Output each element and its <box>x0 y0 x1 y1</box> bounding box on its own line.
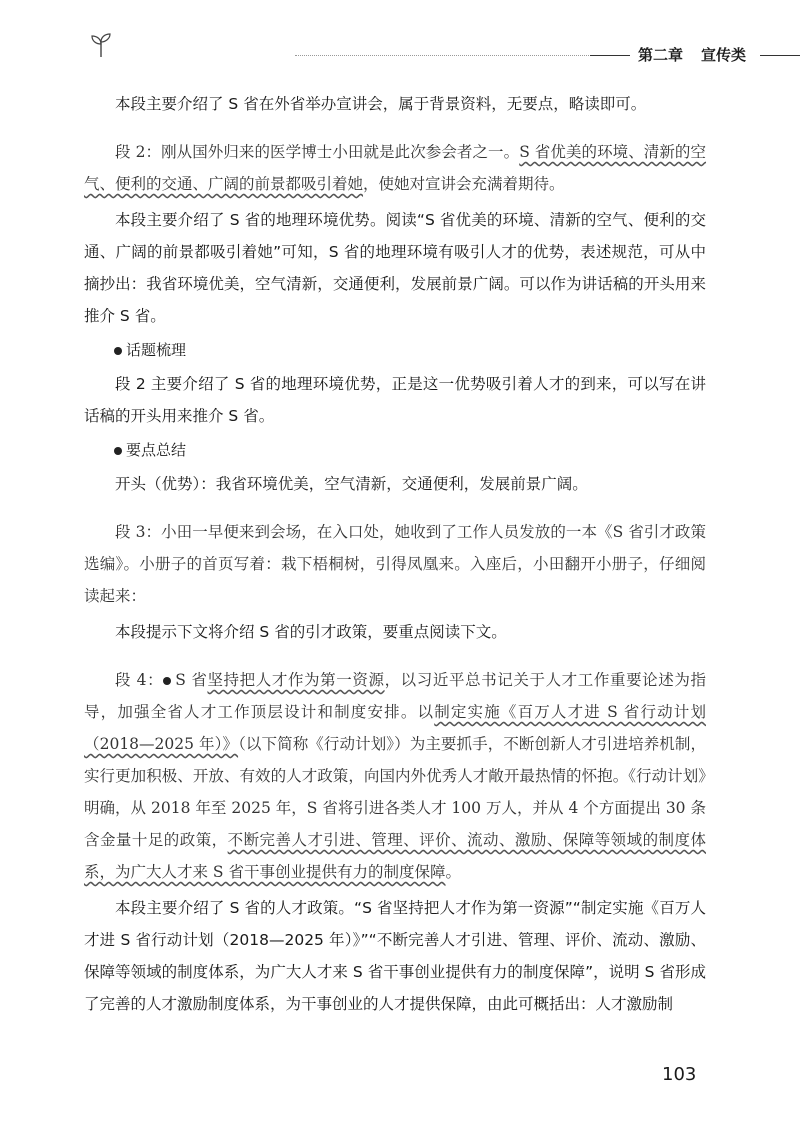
underlined-text: S 省优美的环境、清新的空气、便利的交通、广阔的前景都吸引着她 <box>84 143 707 193</box>
chapter-number: 第二章 <box>638 46 684 64</box>
underlined-text: 坚持把人才作为第一资源 <box>207 671 385 689</box>
heading-label: 要点总结 <box>126 441 187 459</box>
sprout-icon <box>90 32 112 58</box>
text-span: ，使她对宣讲会充满着期待。 <box>363 175 565 193</box>
text-span: 。 <box>445 863 461 881</box>
analysis-paragraph-2: 本段主要介绍了 S 省的地理环境优势。阅读“S 省优美的环境、清新的空气、便利的交通、广阔的前景都吸引着她”可知，S 省的地理环境有吸引人才的优势，表述规范，可从中摘抄出：我省环境优美，空气清新，交通便利，发展前景广阔。可以作为讲话稿的开头用来推介 S 省。 <box>84 211 706 325</box>
analysis-paragraph-1: 本段主要介绍了 S 省在外省举办宣讲会，属于背景资料，无要点，略读即可。 <box>115 95 647 113</box>
header-tail-rule <box>760 55 800 56</box>
summary-heading <box>84 434 706 466</box>
heading-label: 话题梳理 <box>126 341 187 359</box>
source-paragraph-2 <box>84 136 706 200</box>
analysis-paragraph-4: 本段主要介绍了 S 省的人才政策。“S 省坚持把人才作为第一资源”“制定实施《百万人才进 S 省行动计划（2018—2025 年）》”“不断完善人才引进、管理、评价、流动、激励、保障等领域的制度体系，为广大人才来 S 省干事创业提供有力的制度保障”，说明 S 省形成了完善的人才激励制度体系，为干事创业的人才提供保障，由此可概括出：人才激励制 <box>84 899 706 1013</box>
text-span: 段 4： <box>115 671 164 689</box>
analysis-paragraph-3: 本段提示下文将介绍 S 省的引才政策，要重点阅读下文。 <box>115 623 507 641</box>
bullet-icon <box>114 447 122 455</box>
topic-paragraph: 段 2 主要介绍了 S 省的地理环境优势，正是这一优势吸引着人才的到来，可以写在讲话稿的开头用来推介 S 省。 <box>84 375 706 425</box>
text-span: （以下简称《行动计划》）为主要抓手，不断创新人才引进培养机制，实行更加积极、开放、有效的人才政策，向国内外优秀人才敞开最热情的怀抱。《行动计划》明确，从 2018 年至 2025 年，S 省将引进各类人才 100 万人，并从 4 个方面提出 30 条含金量十足的政策， <box>84 735 706 849</box>
bullet-icon <box>163 677 171 685</box>
source-paragraph-3: 段 3：小田一早便来到会场，在入口处，她收到了工作人员发放的一本《S 省引才政策选编》。小册子的首页写着：栽下梧桐树，引得凤凰来。入座后，小田翻开小册子，仔细阅读起来： <box>84 523 706 605</box>
summary-paragraph: 开头（优势）：我省环境优美，空气清新，交通便利，发展前景广阔。 <box>115 475 588 493</box>
chapter-title <box>638 44 746 65</box>
page-body <box>84 88 706 1020</box>
text-span: S 省 <box>175 671 208 689</box>
topic-heading <box>84 334 706 366</box>
header-solid-rule <box>590 55 630 56</box>
underlined-text: 制定实施《百万人才进 S 省行动计划（2018—2025 年）》 <box>84 703 706 753</box>
source-paragraph-4 <box>84 664 706 888</box>
page-number: 103 <box>662 1064 697 1085</box>
page-header <box>60 30 770 66</box>
underlined-text: 不断完善人才引进、管理、评价、流动、激励、保障等领域的制度体系，为广大人才来 S 省干事创业提供有力的制度保障 <box>84 831 706 881</box>
header-dotted-rule <box>295 55 595 56</box>
text-span: 段 2：刚从国外归来的医学博士小田就是此次参会者之一。 <box>115 143 520 161</box>
text-span: ，以习近平总书记关于人才工作重要论述为指导，加强全省人才工作顶层设计和制度安排。以 <box>84 671 706 721</box>
chapter-name: 宣传类 <box>701 46 747 64</box>
bullet-icon <box>114 347 122 355</box>
